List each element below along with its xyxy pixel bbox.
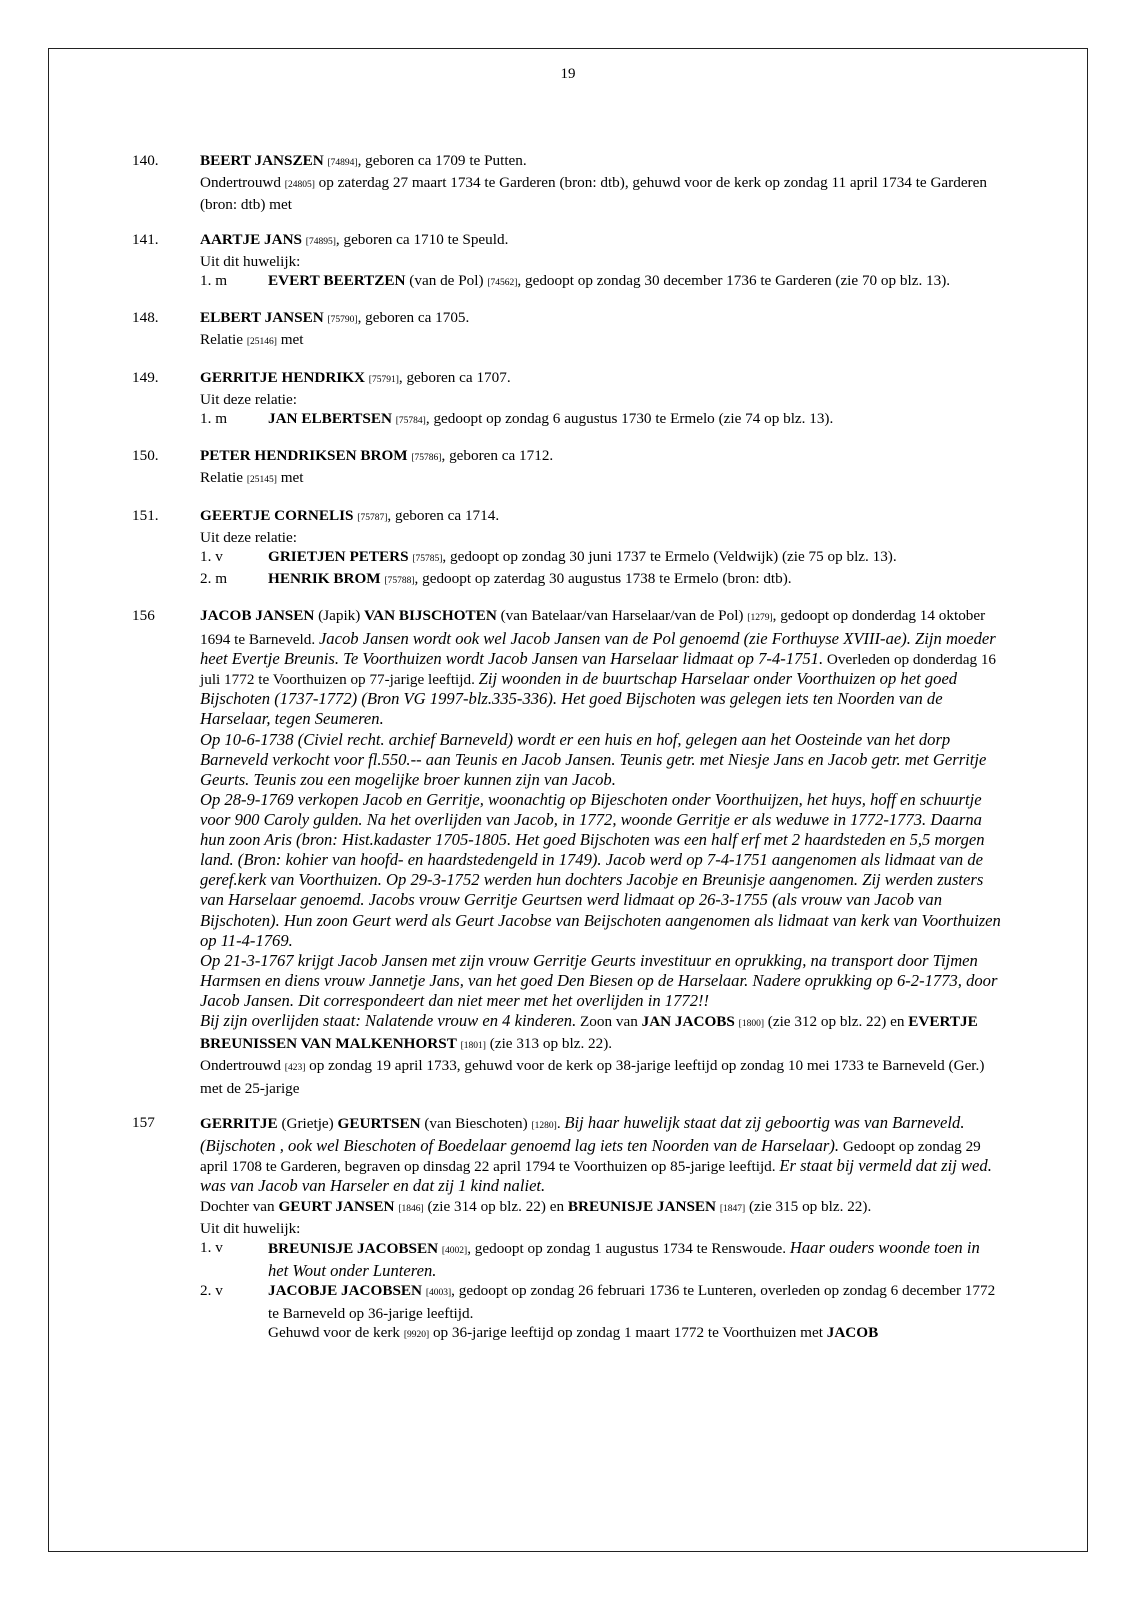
separator: .: [556, 1114, 565, 1132]
reference-number: [75786]: [411, 453, 442, 464]
entry-156: [132, 606, 1002, 1097]
reference-number: [423]: [284, 1063, 306, 1074]
child-name: HENRIK BROM: [268, 570, 381, 588]
child-name: BREUNISJE JACOBSEN: [268, 1240, 439, 1258]
reference-number: [4003]: [425, 1288, 452, 1299]
parents-text: (zie 313 op blz. 22).: [485, 1035, 613, 1053]
child-item: [200, 547, 1002, 569]
entry-body: [200, 308, 1002, 352]
entry-number: 150.: [132, 447, 159, 465]
parents-intro: Zoon van: [576, 1012, 642, 1030]
entry-number: 156: [132, 607, 155, 625]
note-text: Zij woonden in de buurtschap Harselaar onder Voorthuizen op het goed Bijschoten (1737-1772) (Bron VG 1997-blz.335-336). Het goed Bijschoten was gelegen iets ten Noorden van de Harselaar, tegen Seumeren.: [200, 669, 958, 729]
person-surname: GEURTSEN: [337, 1114, 421, 1132]
child-text: , gedoopt op zondag 6 augustus 1730 te Ermelo (zie 74 op blz. 13).: [425, 410, 834, 428]
person-name: ELBERT JANSEN: [200, 309, 324, 327]
entry-148: [132, 308, 1002, 352]
children-heading: Uit deze relatie:: [200, 390, 297, 408]
person-name: GERRITJE HENDRIKX: [200, 368, 365, 386]
reference-number: [1801]: [460, 1041, 486, 1052]
entry-number: 149.: [132, 368, 159, 386]
child-name: EVERT BEERTZEN: [268, 272, 406, 290]
reference-number: [75790]: [327, 315, 358, 326]
person-aliases: (van Batelaar/van Harselaar/van de Pol): [496, 607, 748, 625]
person-name: PETER HENDRIKSEN BROM: [200, 447, 408, 465]
child-ordinal: 2. v: [200, 1282, 223, 1300]
reference-number: [25145]: [246, 475, 277, 486]
father-name: GEURT JANSEN: [278, 1197, 395, 1215]
marriage-label: Ondertrouwd: [200, 1057, 281, 1075]
entry-body: [200, 506, 1002, 592]
child-item: [200, 409, 1002, 431]
person-nickname: (Japik): [314, 607, 365, 625]
father-name: JAN JACOBS: [641, 1012, 735, 1030]
relation-met: met: [280, 331, 304, 349]
reference-number: [1279]: [747, 613, 773, 624]
parents-text: (zie 312 op blz. 22) en: [763, 1012, 909, 1030]
entry-body: [200, 151, 1002, 215]
reference-number: [25146]: [246, 337, 277, 348]
genealogy-entries: [132, 151, 1002, 1360]
entry-number: 157: [132, 1113, 155, 1131]
reference-number: [75788]: [384, 576, 415, 587]
entry-number: 148.: [132, 309, 159, 327]
entry-140: [132, 151, 1002, 215]
parents-intro: Dochter van: [200, 1197, 279, 1215]
person-aliases: (van Bieschoten): [420, 1114, 532, 1132]
entry-151: [132, 506, 1002, 592]
relation-label: Relatie: [200, 331, 244, 349]
child-name: JAN ELBERTSEN: [268, 410, 392, 428]
relation-met: met: [280, 469, 304, 487]
note-text: Bij zijn overlijden staat: Nalatende vrouw en 4 kinderen.: [200, 1010, 577, 1030]
reference-number: [4002]: [441, 1246, 468, 1257]
parents-text: (zie 314 op blz. 22) en: [423, 1197, 568, 1215]
person-name: GERRITJE: [200, 1114, 278, 1132]
child-alias: (van de Pol): [405, 272, 488, 290]
marriage-text: op 36-jarige leeftijd op zondag 1 maart 1772 te Voorthuizen met: [432, 1323, 823, 1341]
person-surname: VAN BIJSCHOTEN: [364, 607, 497, 625]
relation-label: Relatie: [200, 469, 244, 487]
entry-157: [132, 1113, 1002, 1345]
child-text: , gedoopt op zaterdag 30 augustus 1738 te Ermelo (bron: dtb).: [414, 570, 792, 588]
death-text: Overleden op donderdag 16 juli 1772 te Voorthuizen op 77-jarige leeftijd.: [200, 650, 997, 689]
note-text: Er staat bij vermeld dat zij wed. was van Jacob van Harseler en dat zij 1 kind naliet.: [200, 1156, 992, 1196]
marriage-label: Gehuwd voor de kerk: [268, 1323, 401, 1341]
child-item: [200, 271, 1002, 293]
note-paragraph: Op 21-3-1767 krijgt Jacob Jansen met zijn vrouw Gerritje Geurts investituur en oprukking, na transport door Tijmen Harmsen en diens vrouw Jannetje Jans, van het goed Den Biesen op de Harselaar. Nadere oprukking op 6-2-1773, door Jacob Jansen. Dit correspondeert dan niet meer met het overlijden in 1772!!: [200, 950, 998, 1010]
child-ordinal: 1. m: [200, 272, 228, 290]
child-item: [200, 1281, 1002, 1345]
entry-body: [200, 368, 1002, 432]
reference-number: [1846]: [398, 1203, 424, 1214]
entry-body: [200, 446, 1002, 490]
reference-number: [1280]: [531, 1120, 557, 1131]
birth-text: , geboren ca 1712.: [441, 447, 554, 465]
spouse-name: JACOB: [826, 1323, 879, 1341]
marriage-text: op zondag 19 april 1733, gehuwd voor de kerk op 38-jarige leeftijd op zondag 10 mei 1733 te Barneveld (Ger.) met de 25-jarige: [200, 1057, 985, 1097]
person-name: GEERTJE CORNELIS: [200, 506, 354, 524]
person-name: JACOB JANSEN: [200, 607, 315, 625]
baptism-text: , gedoopt op donderdag 14 oktober 1694 te Barneveld.: [200, 607, 986, 648]
marriage-text: op zaterdag 27 maart 1734 te Garderen (bron: dtb), gehuwd voor de kerk op zondag 11 april 1734 te Garderen (bron: dtb) met: [200, 174, 987, 214]
note-text: Haar ouders woonde toen in het Wout onder Lunteren.: [268, 1238, 980, 1281]
child-text: , gedoopt op zondag 26 februari 1736 te Lunteren, overleden op zondag 6 december 1772 te Barneveld op 36-jarige leeftijd.: [268, 1282, 996, 1322]
reference-number: [74895]: [305, 236, 336, 247]
reference-number: [9920]: [403, 1329, 430, 1340]
reference-number: [1800]: [738, 1018, 764, 1029]
mother-name: EVERTJE BREUNISSEN VAN MALKENHORST: [200, 1012, 978, 1053]
note-paragraph: Op 28-9-1769 verkopen Jacob en Gerritje, woonachtig op Bijeschoten onder Voorthuijzen, het huys, hoff en schuurtje voor 900 Caroly gulden. Na het overlijden van Jacob, in 1772, woonde Gerritje er als weduwe in 1772-1773. Daarna hun zoon Aris (bron: Hist.kadaster 1705-1805. Het goed Bijschoten was een half erf met 2 haardsteden en 5,5 morgen land. (Bron: kohier van hoofd- en haardstedengeld in 1749). Jacob werd op 7-4-1751 aangenomen als lidmaat van de geref.kerk van Voorthuizen. Op 29-3-1752 werden hun dochters Jacobje en Breunisje aangenomen. Zij werden zusters van Harselaar genoemd. Jacobs vrouw Gerritje Geurtsen werd lidmaat op 26-3-1755 (als vrouw van Jacob van Bijschoten). Hun zoon Geurt werd als Geurt Jacobse van Beijschoten aangenomen als lidmaat van kerk van Voorthuizen op 11-4-1769.: [200, 789, 1001, 950]
reference-number: [75787]: [357, 512, 388, 523]
entry-number: 151.: [132, 506, 159, 524]
entry-number: 140.: [132, 152, 159, 169]
mother-name: BREUNISJE JANSEN: [567, 1197, 717, 1215]
person-name: AARTJE JANS: [200, 230, 302, 248]
children-heading: Uit deze relatie:: [200, 528, 297, 546]
reference-number: [74894]: [327, 158, 358, 168]
birth-text: , geboren ca 1705.: [357, 309, 470, 327]
reference-number: [1847]: [719, 1203, 746, 1214]
child-ordinal: 1. m: [200, 410, 228, 428]
person-name: BEERT JANSZEN: [200, 152, 324, 169]
entry-body: [200, 230, 1002, 294]
page-number: 19: [560, 66, 576, 82]
entry-150: [132, 446, 1002, 490]
child-item: [200, 1238, 1002, 1281]
reference-number: [24805]: [284, 180, 315, 191]
baptism-text: Gedoopt op zondag 29 april 1708 te Garderen, begraven op dinsdag 22 april 1794 te Voorthuizen op 85-jarige leeftijd.: [200, 1138, 981, 1176]
children-heading: Uit dit huwelijk:: [200, 252, 301, 270]
note-text: Bij haar huwelijk staat dat zij geboortig was van Barneveld. (Bijschoten , ook wel Bieschoten of Boedelaar genoemd lag iets ten Noorden van de Harselaar).: [200, 1112, 965, 1155]
marriage-label: Ondertrouwd: [200, 174, 281, 192]
reference-number: [74562]: [487, 278, 518, 289]
note-paragraph: Op 10-6-1738 (Civiel recht. archief Barneveld) wordt er een huis en hof, gelegen aan het Oosteinde van het dorp Barneveld verkocht voor fl.550.-- aan Teunis en Jacob Jansen. Teunis getr. met Niesje Jans en Jacob getr. met Gerritje Geurts. Teunis zou een mogelijke broer kunnen zijn van Jacob.: [200, 729, 987, 789]
entry-body: [200, 606, 1002, 1097]
note-text: Jacob Jansen wordt ook wel Jacob Jansen van de Pol genoemd (zie Forthuyse XVIII-ae). Zijn moeder heet Evertje Breunis. Te Voorthuizen wordt Jacob Jansen van Harselaar lidmaat op 7-4-1751.: [200, 628, 996, 668]
entry-141: [132, 230, 1002, 294]
child-ordinal: 1. v: [200, 1239, 223, 1257]
entry-number: 141.: [132, 230, 159, 248]
person-nickname: (Grietje): [277, 1114, 338, 1132]
parents-text: (zie 315 op blz. 22).: [745, 1197, 872, 1215]
birth-text: , geboren ca 1709 te Putten.: [357, 152, 527, 169]
reference-number: [75791]: [368, 374, 399, 385]
child-text: , gedoopt op zondag 30 december 1736 te Garderen (zie 70 op blz. 13).: [517, 272, 951, 290]
birth-text: , geboren ca 1714.: [387, 506, 500, 524]
child-ordinal: 2. m: [200, 570, 228, 588]
child-text: , gedoopt op zondag 1 augustus 1734 te Renswoude.: [467, 1240, 790, 1258]
birth-text: , geboren ca 1710 te Speuld.: [335, 230, 509, 248]
children-heading: Uit dit huwelijk:: [200, 1219, 301, 1237]
entry-149: [132, 368, 1002, 432]
entry-body: [200, 1113, 1002, 1345]
child-name: JACOBJE JACOBSEN: [268, 1282, 423, 1300]
child-text: , gedoopt op zondag 30 juni 1737 te Ermelo (Veldwijk) (zie 75 op blz. 13).: [442, 548, 897, 566]
birth-text: , geboren ca 1707.: [398, 368, 511, 386]
reference-number: [75785]: [412, 554, 443, 565]
child-ordinal: 1. v: [200, 548, 223, 566]
child-name: GRIETJEN PETERS: [268, 548, 409, 566]
child-item: [200, 569, 1002, 591]
reference-number: [75784]: [395, 416, 426, 427]
